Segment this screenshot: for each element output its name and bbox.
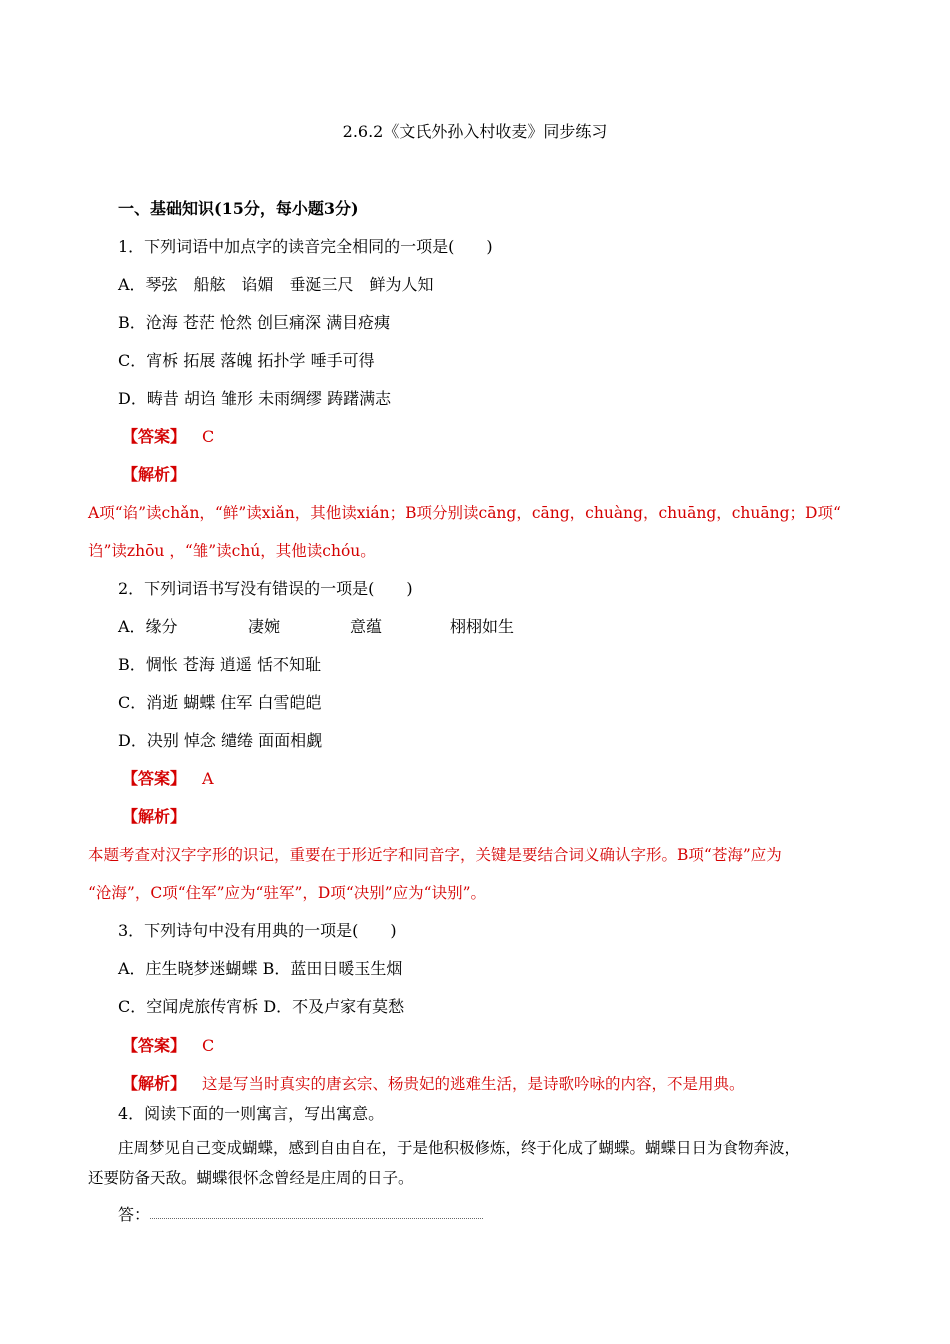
q1-option-c: C．宵柝 拓展 落魄 拓扑学 唾手可得 <box>118 351 375 370</box>
q1-answer: C <box>202 427 215 446</box>
q1-answer-tag: 【答案】 <box>122 427 187 446</box>
q2-option-a-word2: 凄婉 <box>248 617 281 636</box>
q2-analysis-tag: 【解析】 <box>122 807 187 826</box>
q3-answer-tag: 【答案】 <box>122 1036 187 1055</box>
q4-answer-blank[interactable] <box>150 1218 483 1219</box>
q2-analysis-line1: 本题考查对汉字字形的识记，重要在于形近字和同音字，关键是要结合词义确认字形。B项“苍海”应为 <box>88 846 782 864</box>
q3-options-cd: C．空闻虎旅传宵柝 D．不及卢家有莫愁 <box>118 997 405 1016</box>
section-heading: 一、基础知识(15分，每小题3分) <box>118 199 359 218</box>
q2-answer-tag: 【答案】 <box>122 769 187 788</box>
q2-option-a-word1: A．缘分 <box>118 617 178 636</box>
q3-options-ab: A．庄生晓梦迷蝴蝶 B．蓝田日暖玉生烟 <box>118 959 403 978</box>
q2-answer: A <box>202 769 214 788</box>
q4-stem: 4．阅读下面的一则寓言，写出寓意。 <box>118 1104 385 1123</box>
q1-stem: 1．下列词语中加点字的读音完全相同的一项是( ) <box>118 237 493 256</box>
q3-answer: C <box>202 1036 215 1055</box>
q3-analysis: 这是写当时真实的唐玄宗、杨贵妃的逃难生活，是诗歌吟咏的内容，不是用典。 <box>202 1075 745 1093</box>
q1-option-a: A．琴弦 船舷 谄媚 垂涎三尺 鲜为人知 <box>118 275 434 294</box>
q1-option-d: D．畴昔 胡诌 雏形 未雨绸缪 踌躇满志 <box>118 389 392 408</box>
q2-option-a <box>118 617 518 637</box>
q2-analysis-line2: “沧海”，C项“住军”应为“驻军”，D项“决别”应为“诀别”。 <box>88 884 487 902</box>
q1-analysis-tag: 【解析】 <box>122 465 187 484</box>
q2-option-d: D．决别 悼念 缱绻 面面相觑 <box>118 731 323 750</box>
q2-option-a-word4: 栩栩如生 <box>450 617 515 636</box>
q1-analysis-line1: A项“谄”读chǎn，“鲜”读xiǎn，其他读xián；B项分别读cāng，cāng，chuàng，chuāng，chuāng；D项“ <box>88 504 841 522</box>
q4-answer-label: 答： <box>118 1205 151 1224</box>
q2-option-b: B．惆怅 苍海 逍遥 恬不知耻 <box>118 655 322 674</box>
q1-analysis-line2: 诌”读zhōu ，“雏”读chú，其他读chóu。 <box>88 542 376 560</box>
q1-option-b: B．沧海 苍茫 怆然 创巨痛深 满目疮痍 <box>118 313 391 332</box>
q4-passage-line2: 还要防备天敌。蝴蝶很怀念曾经是庄周的日子。 <box>88 1169 414 1187</box>
q3-analysis-tag: 【解析】 <box>122 1074 187 1093</box>
q2-stem: 2．下列词语书写没有错误的一项是( ) <box>118 579 413 598</box>
q2-option-a-word3: 意蕴 <box>350 617 383 636</box>
page-title: 2.6.2《文氏外孙入村收麦》同步练习 <box>342 122 608 141</box>
q2-option-c: C．消逝 蝴蝶 住军 白雪皑皑 <box>118 693 322 712</box>
q3-stem: 3．下列诗句中没有用典的一项是( ) <box>118 921 397 940</box>
q4-passage-line1: 庄周梦见自己变成蝴蝶，感到自由自在，于是他积极修炼，终于化成了蝴蝶。蝴蝶日日为食物奔波， <box>118 1139 801 1157</box>
